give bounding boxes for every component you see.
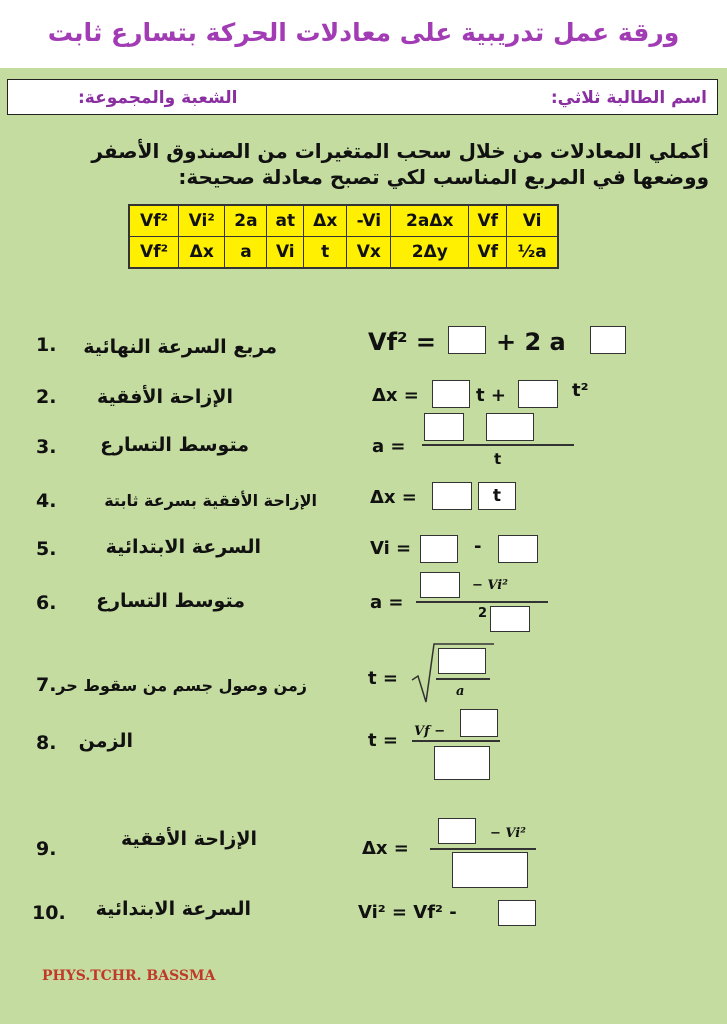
instruction-line-2: ووضعها في المربع المناسب لكي تصبح معادلة صحيحة: xyxy=(178,165,709,189)
worksheet-title: ورقة عمل تدريبية على معادلات الحركة بتسارع ثابت xyxy=(47,18,680,47)
variable-tile[interactable]: 2aΔx xyxy=(391,206,469,237)
item-label: زمن وصول جسم من سقوط حر xyxy=(56,676,307,695)
equation-1-plus: + 2 a xyxy=(496,328,566,356)
item-number: 1. xyxy=(36,334,57,356)
instructions xyxy=(9,138,709,190)
fraction-bar xyxy=(430,848,536,850)
item-number: 5. xyxy=(36,538,57,560)
equation-2-t2: t² xyxy=(572,380,589,401)
equation-7-denominator: a xyxy=(456,684,465,699)
fraction-bar xyxy=(422,444,574,446)
variable-tile[interactable]: Δx xyxy=(179,237,225,268)
variable-tile[interactable]: Vf xyxy=(469,237,507,268)
equation-6-two: 2 xyxy=(478,606,488,621)
name-row xyxy=(7,79,718,115)
answer-drop-box[interactable] xyxy=(452,852,528,888)
equation-1-lhs: Vf² = xyxy=(368,328,436,356)
variable-tile[interactable]: Vf xyxy=(469,206,507,237)
variable-tile[interactable]: Vf² xyxy=(130,237,179,268)
fraction-bar xyxy=(436,678,490,680)
variable-tile[interactable]: -Vi xyxy=(347,206,391,237)
item-number: 2. xyxy=(36,386,57,408)
item-label: الإزاحة الأفقية xyxy=(121,828,257,850)
equation-5-lhs: Vi = xyxy=(370,538,412,559)
equation-5-minus: - xyxy=(474,536,482,557)
equation-2-t1: t + xyxy=(476,385,506,406)
item-label: مربع السرعة النهائية xyxy=(83,336,277,358)
item-number: 4. xyxy=(36,490,57,512)
equation-4-t-box: t xyxy=(478,482,516,510)
equation-3-denominator: t xyxy=(494,450,502,468)
student-name-label: اسم الطالبة ثلاثي: xyxy=(550,88,707,108)
variable-tile[interactable]: Δx xyxy=(304,206,347,237)
item-number: 9. xyxy=(36,838,57,860)
answer-drop-box[interactable] xyxy=(498,900,536,926)
variable-tile[interactable]: Vi xyxy=(507,206,558,237)
equation-10-lhs: Vi² = Vf² - xyxy=(358,902,457,923)
answer-drop-box[interactable] xyxy=(490,606,530,632)
item-label: الإزاحة الأفقية xyxy=(97,386,233,408)
equation-2-lhs: Δx = xyxy=(372,385,419,406)
equation-9-subtract: − Vi² xyxy=(490,826,526,841)
equation-8-numerator: Vf − xyxy=(414,724,446,739)
item-number: 6. xyxy=(36,592,57,614)
variable-tile[interactable]: Vx xyxy=(347,237,391,268)
answer-drop-box[interactable] xyxy=(438,818,476,844)
variables-box xyxy=(128,204,559,269)
answer-drop-box[interactable] xyxy=(518,380,558,408)
item-label: السرعة الابتدائية xyxy=(105,536,261,558)
equation-8-lhs: t = xyxy=(368,730,398,751)
equation-9-lhs: Δx = xyxy=(362,838,409,859)
answer-drop-box[interactable] xyxy=(432,380,470,408)
item-label: السرعة الابتدائية xyxy=(95,898,251,920)
fraction-bar xyxy=(412,740,500,742)
item-label: متوسط التسارع xyxy=(96,590,245,612)
item-number: 3. xyxy=(36,436,57,458)
equation-3-lhs: a = xyxy=(372,436,406,457)
variable-tile[interactable]: a xyxy=(225,237,267,268)
answer-drop-box[interactable] xyxy=(498,535,538,563)
item-number: 8. xyxy=(36,732,57,754)
equation-4-lhs: Δx = xyxy=(370,487,417,508)
variable-tile[interactable]: at xyxy=(267,206,304,237)
variable-tile[interactable]: 2Δy xyxy=(391,237,469,268)
section-label: الشعبة والمجموعة: xyxy=(78,88,238,108)
item-number: 10. xyxy=(32,902,66,924)
item-label: الإزاحة الأفقية بسرعة ثابتة xyxy=(104,491,317,510)
answer-drop-box[interactable] xyxy=(420,572,460,598)
equation-6-lhs: a = xyxy=(370,592,404,613)
item-label: متوسط التسارع xyxy=(100,434,249,456)
variable-tile[interactable]: Vi xyxy=(267,237,304,268)
variable-tile[interactable]: 2a xyxy=(225,206,267,237)
item-label: الزمن xyxy=(78,730,133,752)
variables-row-1 xyxy=(130,206,558,237)
variable-tile[interactable]: Vf² xyxy=(130,206,179,237)
footer-credit: PHYS.TCHR. BASSMA xyxy=(42,968,216,984)
answer-drop-box[interactable] xyxy=(434,746,490,780)
answer-drop-box[interactable] xyxy=(460,709,498,737)
answer-drop-box[interactable] xyxy=(420,535,458,563)
answer-drop-box[interactable] xyxy=(424,413,464,441)
variables-row-2 xyxy=(130,237,558,268)
equation-7-lhs: t = xyxy=(368,668,398,689)
variable-tile[interactable]: ½a xyxy=(507,237,558,268)
answer-drop-box[interactable] xyxy=(448,326,486,354)
answer-drop-box[interactable] xyxy=(590,326,626,354)
variable-tile[interactable]: Vi² xyxy=(179,206,225,237)
answer-drop-box[interactable] xyxy=(486,413,534,441)
answer-drop-box[interactable] xyxy=(432,482,472,510)
fraction-bar xyxy=(416,601,548,603)
answer-drop-box[interactable] xyxy=(438,648,486,674)
equation-6-subtract: − Vi² xyxy=(472,578,508,593)
variable-tile[interactable]: t xyxy=(304,237,347,268)
instruction-line-1: أكملي المعادلات من خلال سحب المتغيرات من الصندوق الأصفر xyxy=(91,139,709,163)
item-number: 7. xyxy=(36,674,57,696)
